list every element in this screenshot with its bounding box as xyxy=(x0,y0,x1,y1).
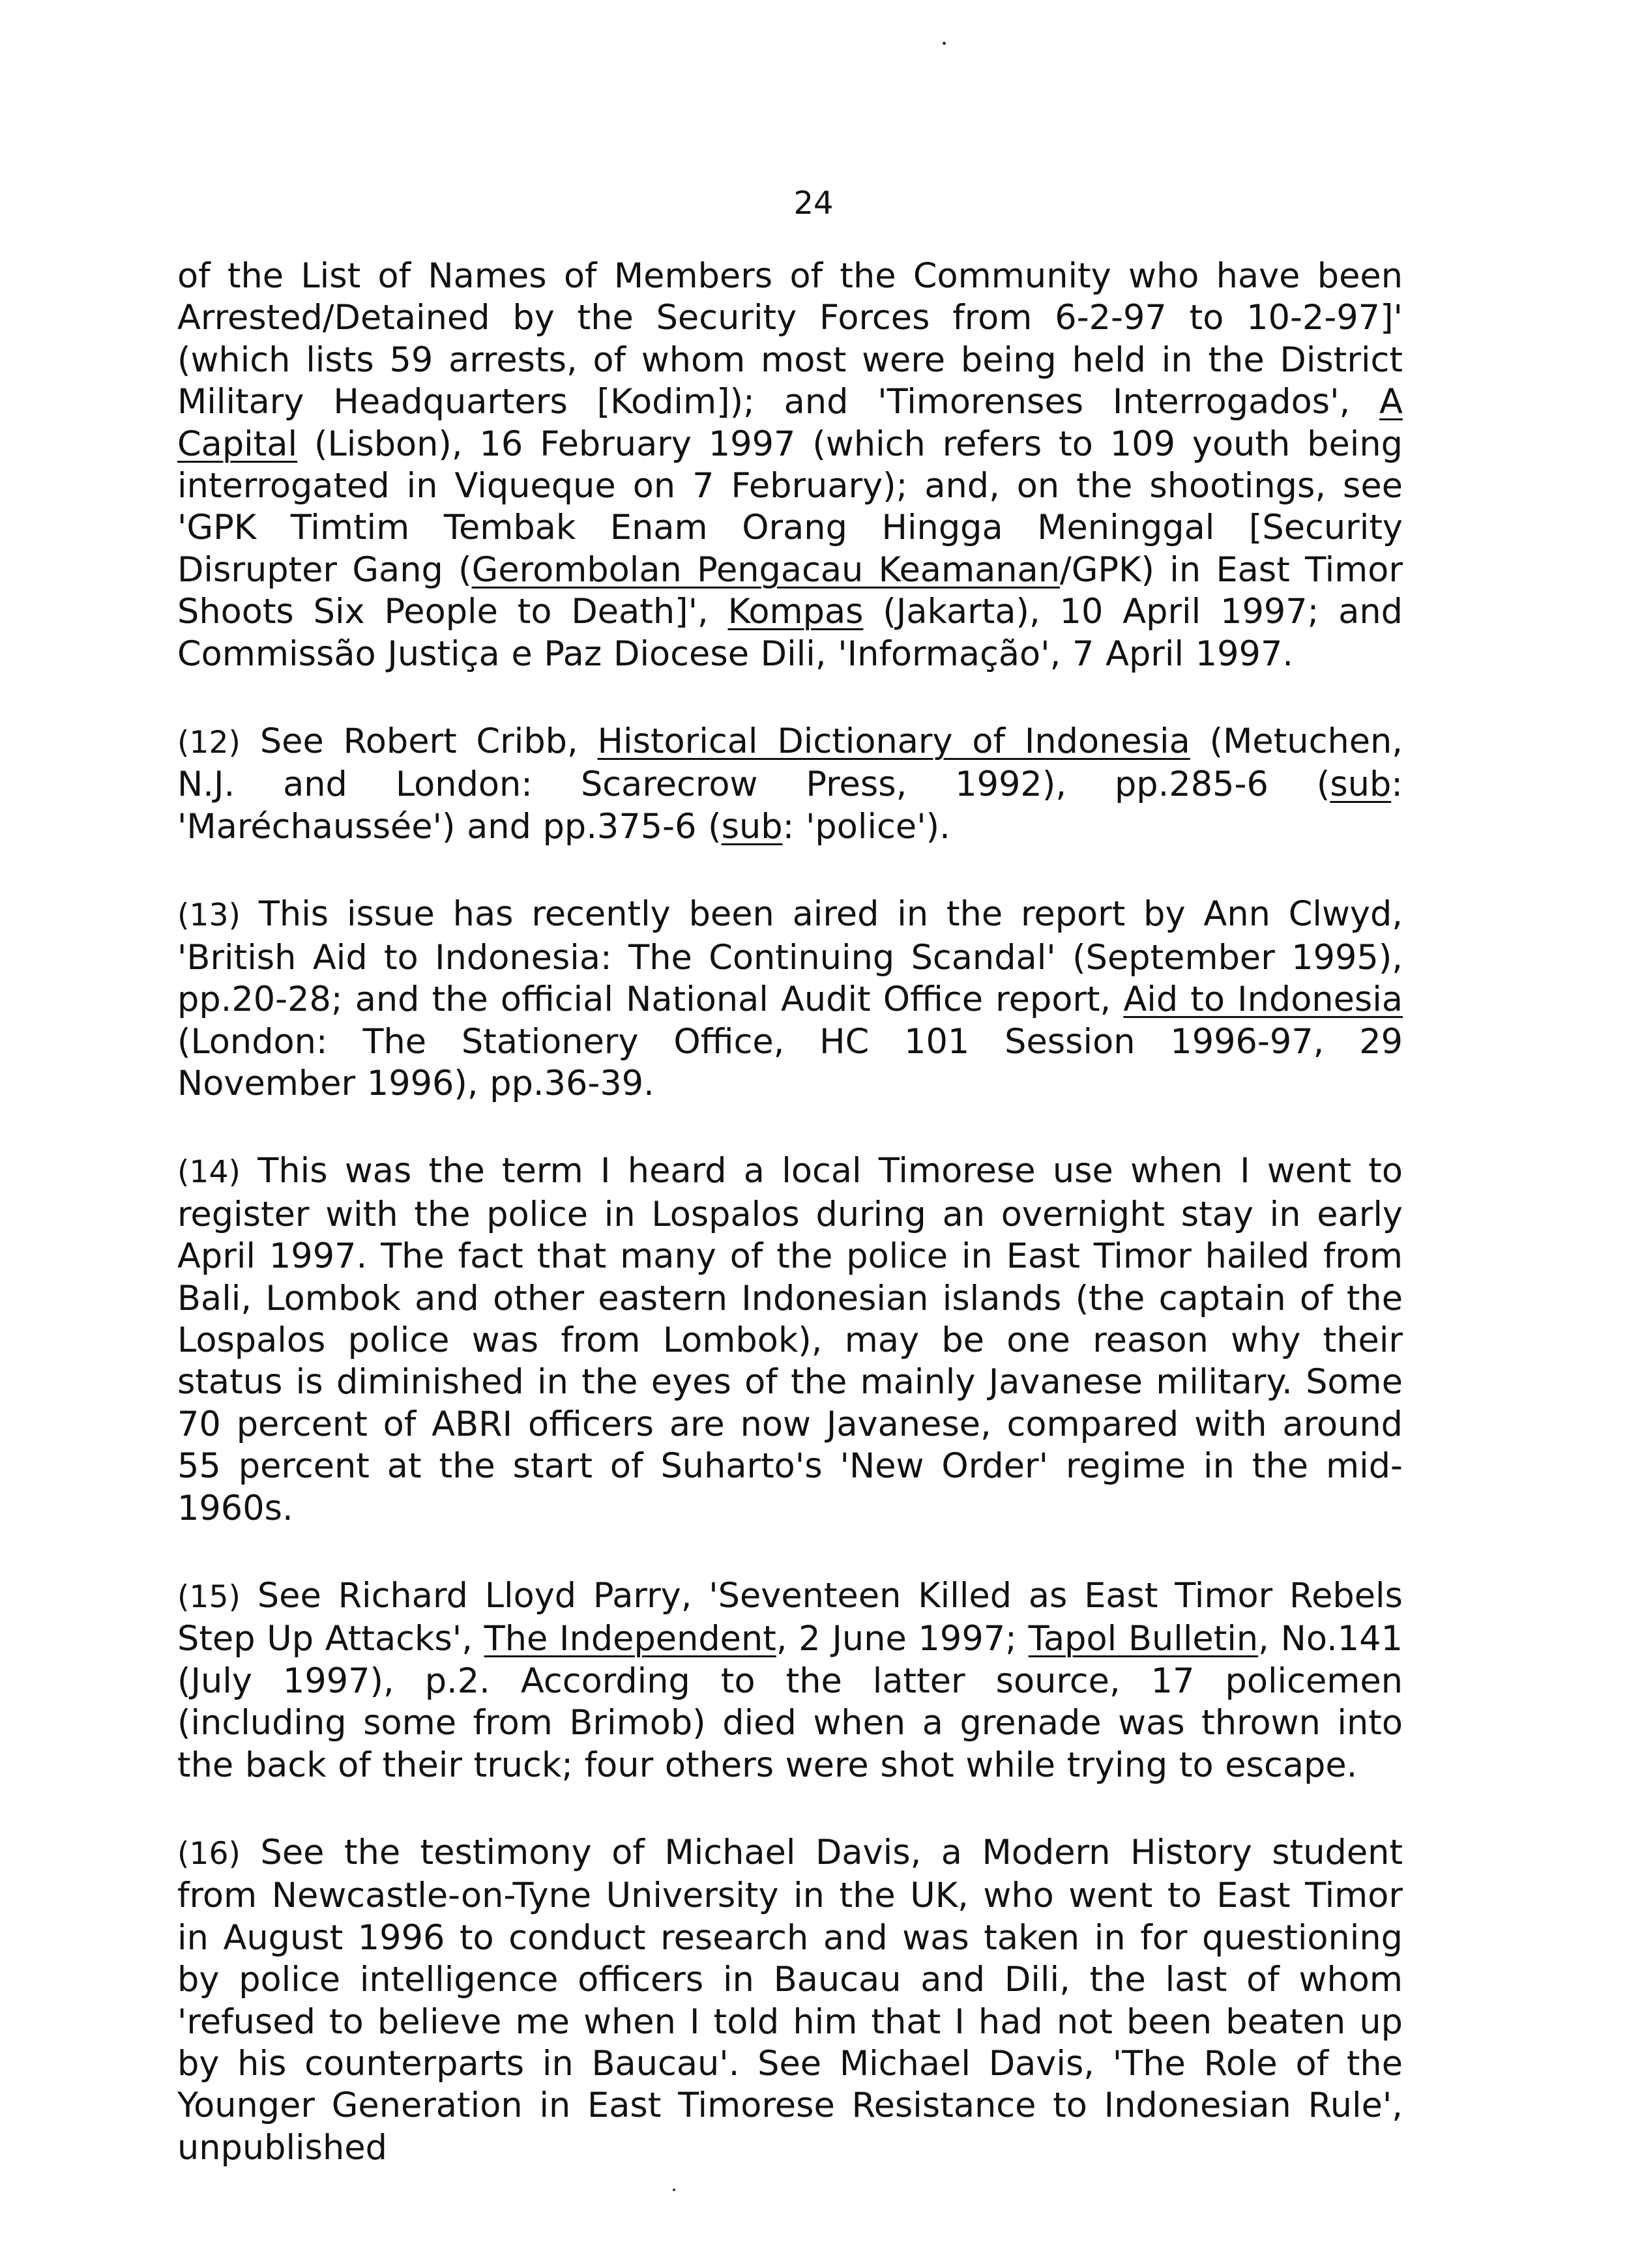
footnote-continuation xyxy=(177,255,1403,675)
footnote-number: (14) xyxy=(177,1154,241,1191)
scan-speck xyxy=(673,2188,675,2191)
note-text: of the List of Names of Members of the Community who have been Arrested/Detained by the Security Forces from 6-2-97 to 10-2-97]' (which lists 59 arrests, of whom most were being held in the District Military Headquarters [Kodim]); and 'Timorenses Interrogados', xyxy=(177,256,1403,422)
note-text: See Robert Cribb, xyxy=(241,721,598,762)
underlined-title: Historical Dictionary of Indonesia xyxy=(597,721,1190,762)
underlined-title: sub xyxy=(721,806,783,847)
footnote-13 xyxy=(177,894,1403,1105)
underlined-title: sub xyxy=(1330,764,1392,805)
footnote-number: (13) xyxy=(177,897,241,934)
footnote-12 xyxy=(177,721,1403,848)
underlined-title: Kompas xyxy=(727,592,864,632)
note-text: See the testimony of Michael Davis, a Modern History student from Newcastle-on-Tyne University in the UK, who went to East Timor in August 1996 to conduct research and was taken in for questioning by police intelligence officers in Baucau and Dili, the last of whom 'refused to believe me when I told him that I had not been beaten up by his counterparts in Baucau'. See Michael Davis, 'The Role of the Younger Generation in East Timorese Resistance to Indonesian Rule', unpublished xyxy=(177,1833,1403,2168)
underlined-title: A Capital xyxy=(177,382,1403,464)
note-text: , 2 June 1997; xyxy=(776,1619,1029,1659)
footnote-16 xyxy=(177,1832,1403,2169)
underlined-title: The Independent xyxy=(484,1619,776,1659)
note-text: This issue has recently been aired in the report by Ann Clwyd, 'British Aid to Indonesia: The Continuing Scandal' (September 1995), pp.20-28; and the official National Audit Office report, xyxy=(177,894,1403,1020)
page-number: 24 xyxy=(793,185,834,222)
note-text: See Richard Lloyd Parry, 'Seventeen Killed as East Timor Rebels Step Up Attacks', xyxy=(177,1575,1403,1659)
underlined-title: Aid to Indonesia xyxy=(1123,980,1403,1020)
note-text: /GPK) in East Timor Shoots Six People to Death]', xyxy=(177,549,1403,632)
note-text: , No.141 (July 1997), p.2. According to the latter source, 17 policemen (including some from Brimob) died when a grenade was thrown into the back of their truck; four others were shot while trying to escape. xyxy=(177,1619,1403,1785)
scan-speck xyxy=(943,42,946,45)
footnote-number: (12) xyxy=(177,725,241,761)
note-text: (Jakarta), 10 April 1997; and Commissão Justiça e Paz Diocese Dili, 'Informação', 7 April 1997. xyxy=(177,592,1403,674)
note-text: (Metuchen, N.J. and London: Scarecrow Press, 1992), pp.285-6 ( xyxy=(177,721,1403,805)
note-text: : 'police'). xyxy=(782,806,950,847)
note-text: This was the term I heard a local Timorese use when I went to register with the police in Lospalos during an overnight stay in early April 1997. The fact that many of the police in East Timor hailed from Bali, Lombok and other eastern Indonesian islands (the captain of the Lospalos police was from Lombok), may be one reason why their status is diminished in the eyes of the mainly Javanese military. Some 70 percent of ABRI officers are now Javanese, compared with around 55 percent at the start of Suharto's 'New Order' regime in the mid-1960s. xyxy=(177,1151,1403,1528)
underlined-title: Gerombolan Pengacau Keamanan xyxy=(471,549,1060,590)
footnote-15 xyxy=(177,1575,1403,1786)
footnotes-body xyxy=(177,255,1403,2215)
underlined-title: Tapol Bulletin xyxy=(1028,1619,1259,1659)
note-text: : 'Maréchaussée') and pp.375-6 ( xyxy=(177,764,1403,847)
footnote-14 xyxy=(177,1150,1403,1530)
note-text: (Lisbon), 16 February 1997 (which refers to 109 youth being interrogated in Viqueque on 7 February); and, on the shootings, see 'GPK Timtim Tembak Enam Orang Hingga Meninggal [Security Disrupter Gang ( xyxy=(177,424,1403,590)
footnote-number: (16) xyxy=(177,1836,241,1872)
note-text: (London: The Stationery Office, HC 101 Session 1996-97, 29 November 1996), pp.36-39. xyxy=(177,1021,1403,1103)
footnote-number: (15) xyxy=(177,1578,241,1615)
